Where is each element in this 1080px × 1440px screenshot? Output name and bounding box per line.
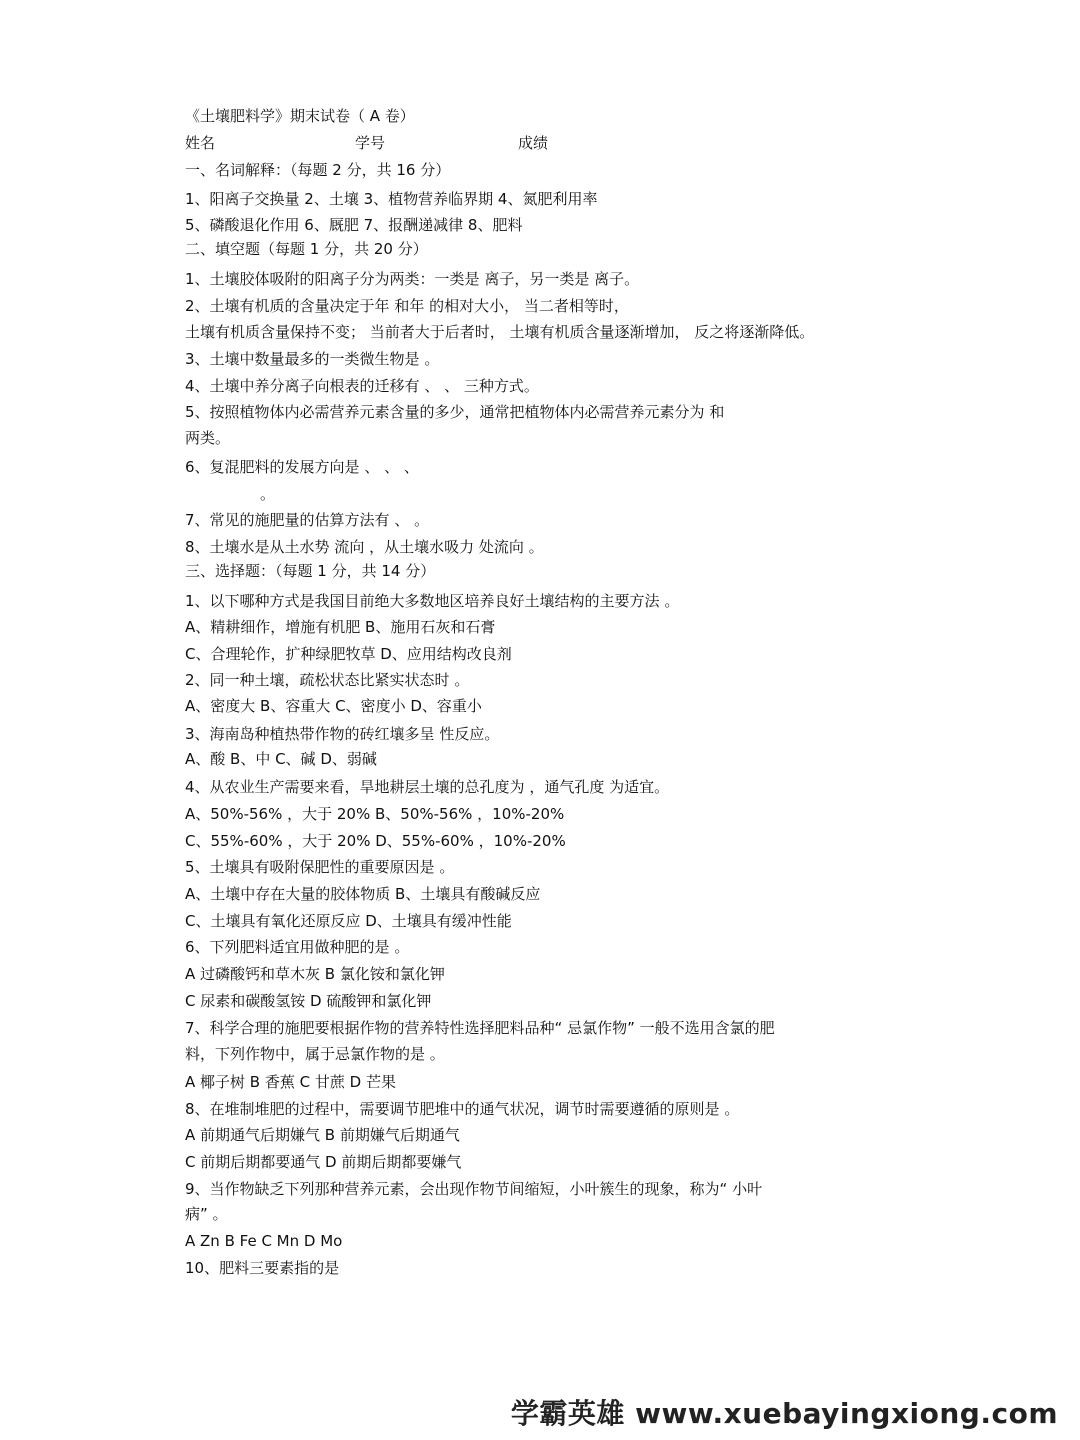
choice-question-4-options-ab: A、50%-56% ，大于 20% B、50%-56% ，10%-20% [185, 805, 565, 823]
fill-question-8: 8、土壤水是从土水势 流向 ，从土壤水吸力 处流向 。 [185, 538, 544, 556]
choice-question-3-options: A、酸 B、中 C、碱 D、弱碱 [185, 750, 377, 768]
score-field-label: 成绩 [518, 134, 549, 152]
fill-question-2-line-1: 2、土壤有机质的含量决定于年 和年 的相对大小， 当二者相等时， [185, 297, 629, 315]
choice-question-9-line-1: 9、当作物缺乏下列那种营养元素，会出现作物节间缩短，小叶簇生的现象，称为“ 小叶 [185, 1180, 763, 1198]
choice-question-1-options-ab: A、精耕细作，增施有机肥 B、施用石灰和石膏 [185, 618, 496, 636]
choice-question-5-options-cd: C、土壤具有氧化还原反应 D、土壤具有缓冲性能 [185, 912, 512, 930]
choice-question-6-options-ab: A 过磷酸钙和草木灰 B 氯化铵和氯化钾 [185, 965, 445, 983]
choice-question-1-options-cd: C、合理轮作，扩种绿肥牧草 D、应用结构改良剂 [185, 645, 512, 663]
choice-question-7-line-2: 料，下列作物中，属于忌氯作物的是 。 [185, 1045, 445, 1063]
choice-question-6: 6、下列肥料适宜用做种肥的是 。 [185, 938, 410, 956]
choice-question-7-line-1: 7、科学合理的施肥要根据作物的营养特性选择肥料品种“ 忌氯作物” 一般不选用含氯的肥 [185, 1019, 775, 1037]
fill-question-6-line-2: 。 [260, 485, 276, 503]
site-watermark: 学霸英雄 www.xuebayingxiong.com [510, 1397, 1058, 1430]
choice-question-7-options: A 椰子树 B 香蕉 C 甘蔗 D 芒果 [185, 1073, 396, 1091]
fill-question-7: 7、常见的施肥量的估算方法有 、 。 [185, 511, 430, 529]
choice-question-9-line-2: 病” 。 [185, 1205, 228, 1223]
fill-question-3: 3、土壤中数量最多的一类微生物是 。 [185, 350, 440, 368]
fill-question-6-line-1: 6、复混肥料的发展方向是 、 、 、 [185, 458, 419, 476]
choice-question-4: 4、从农业生产需要来看，旱地耕层土壤的总孔度为 ，通气孔度 为适宜。 [185, 778, 670, 796]
section3-heading: 三、选择题：（每题 1 分，共 14 分） [185, 562, 436, 580]
section1-terms-line-2: 5、磷酸退化作用 6、厩肥 7、报酬递减律 8、肥料 [185, 216, 523, 234]
choice-question-2: 2、同一种土壤，疏松状态比紧实状态时 。 [185, 671, 470, 689]
fill-question-4: 4、土壤中养分离子向根表的迁移有 、 、 三种方式。 [185, 377, 539, 395]
choice-question-5-options-ab: A、土壤中存在大量的胶体物质 B、土壤具有酸碱反应 [185, 885, 541, 903]
fill-question-1: 1、土壤胶体吸附的阳离子分为两类：一类是 离子，另一类是 离子。 [185, 270, 640, 288]
choice-question-9-options: A Zn B Fe C Mn D Mo [185, 1232, 343, 1250]
fill-question-5-line-2: 两类。 [185, 429, 231, 447]
fill-question-5-line-1: 5、按照植物体内必需营养元素含量的多少，通常把植物体内必需营养元素分为 和 [185, 403, 725, 421]
name-field-label: 姓名 [185, 134, 216, 152]
choice-question-5: 5、土壤具有吸附保肥性的重要原因是 。 [185, 858, 455, 876]
choice-question-6-options-cd: C 尿素和碳酸氢铵 D 硫酸钾和氯化钾 [185, 992, 432, 1010]
choice-question-2-options: A、密度大 B、容重大 C、密度小 D、容重小 [185, 697, 482, 715]
choice-question-8-options-ab: A 前期通气后期嫌气 B 前期嫌气后期通气 [185, 1126, 460, 1144]
fill-question-2-line-2: 土壤有机质含量保持不变； 当前者大于后者时， 土壤有机质含量逐渐增加， 反之将逐渐降低。 [185, 323, 815, 341]
choice-question-3: 3、海南岛种植热带作物的砖红壤多呈 性反应。 [185, 725, 500, 743]
choice-question-8-options-cd: C 前期后期都要通气 D 前期后期都要嫌气 [185, 1153, 462, 1171]
choice-question-1: 1、以下哪种方式是我国目前绝大多数地区培养良好土壤结构的主要方法 。 [185, 592, 680, 610]
choice-question-8: 8、在堆制堆肥的过程中，需要调节肥堆中的通气状况，调节时需要遵循的原则是 。 [185, 1100, 740, 1118]
choice-question-10: 10、肥料三要素指的是 [185, 1259, 340, 1277]
section1-terms-line-1: 1、阳离子交换量 2、土壤 3、植物营养临界期 4、氮肥利用率 [185, 190, 598, 208]
choice-question-4-options-cd: C、55%-60% ，大于 20% D、55%-60% ，10%-20% [185, 832, 566, 850]
student-id-field-label: 学号 [355, 134, 386, 152]
exam-title: 《土壤肥料学》期末试卷（ A 卷） [185, 107, 415, 125]
section2-heading: 二、填空题（每题 1 分，共 20 分） [185, 240, 428, 258]
section1-heading: 一、名词解释：（每题 2 分，共 16 分） [185, 161, 451, 179]
